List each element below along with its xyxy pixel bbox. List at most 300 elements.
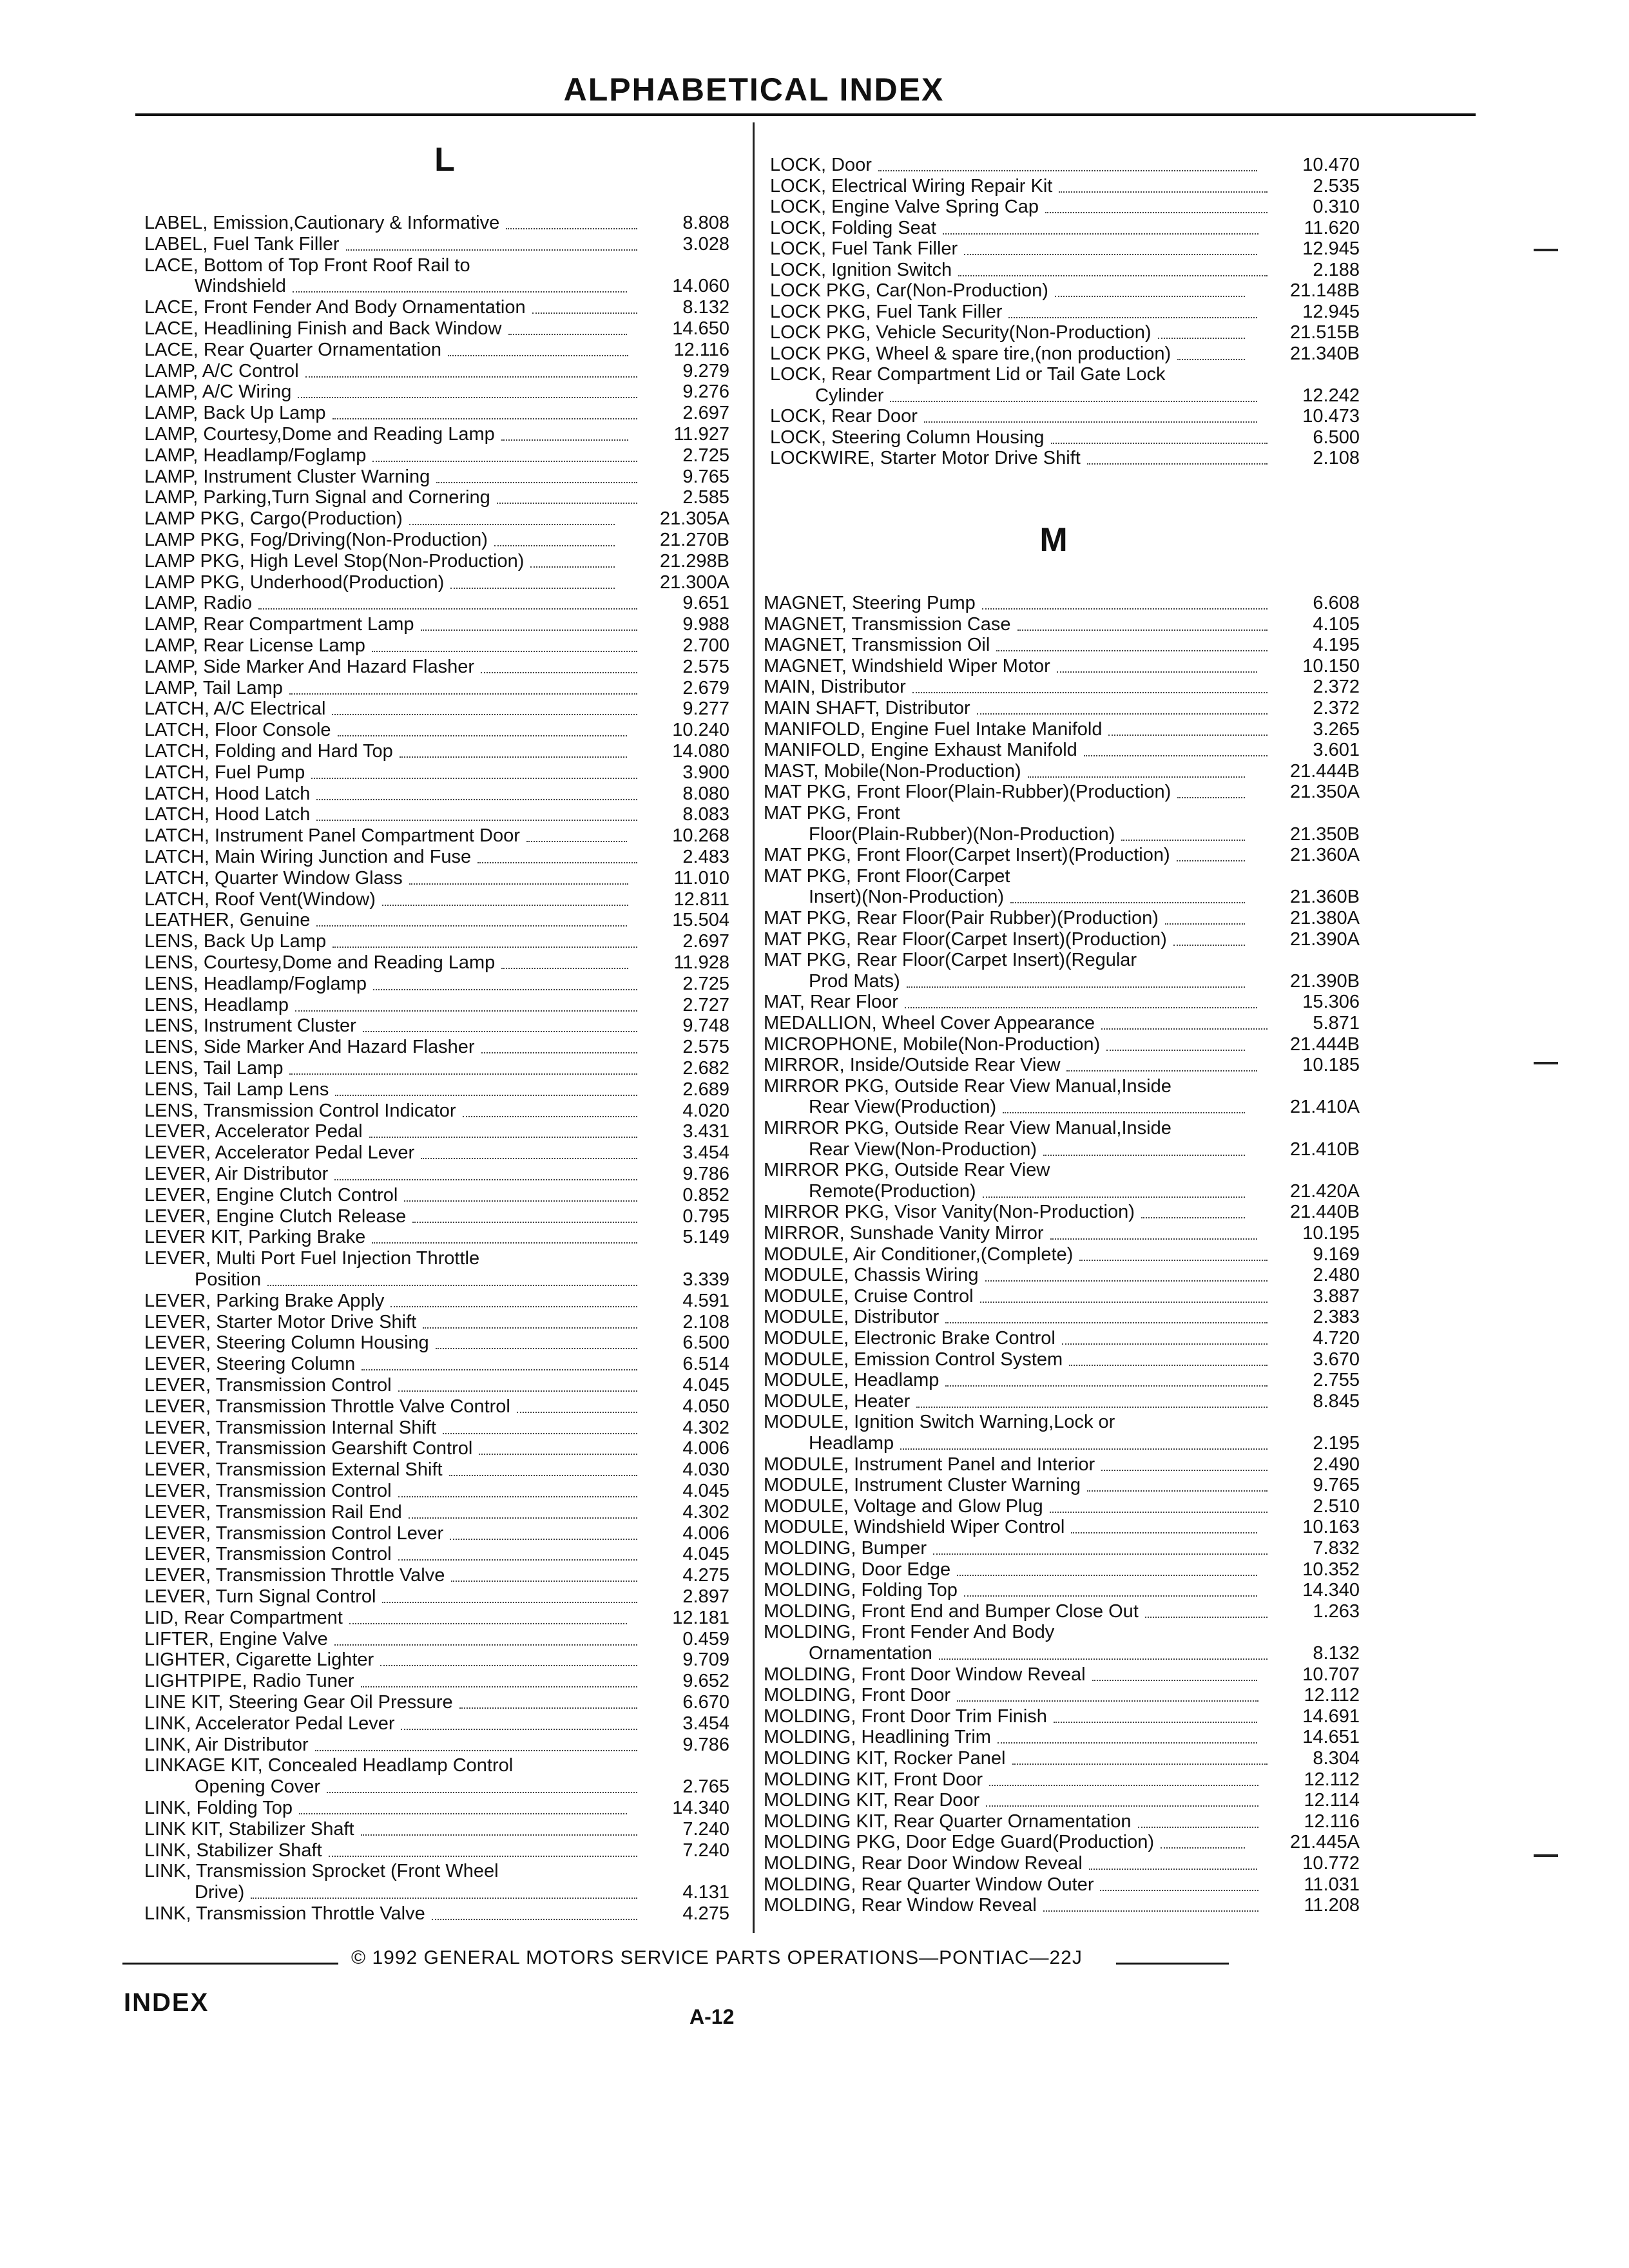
entry-page-ref: 21.444B <box>1289 760 1360 782</box>
entry-page-ref: 2.679 <box>682 677 729 698</box>
entry-page-ref: 9.276 <box>682 381 729 403</box>
dot-leader <box>532 297 637 314</box>
index-entry <box>770 238 1360 260</box>
index-entry <box>137 1248 729 1269</box>
dot-leader <box>1051 427 1268 444</box>
dot-leader <box>907 971 1245 988</box>
dot-leader <box>1057 656 1257 673</box>
dot-leader <box>258 593 637 610</box>
index-entry <box>137 741 729 762</box>
dot-leader <box>517 1396 637 1413</box>
dot-leader <box>450 572 615 589</box>
entry-name: MOLDING, Front Door Trim Finish <box>764 1706 1047 1727</box>
index-entry <box>137 995 729 1016</box>
entry-name: MODULE, Emission Control System <box>764 1349 1063 1370</box>
dot-leader <box>380 1649 637 1666</box>
index-entry <box>764 656 1360 677</box>
dot-leader <box>1121 824 1245 841</box>
dot-leader <box>401 1713 637 1730</box>
entry-page-ref: 2.383 <box>1313 1307 1360 1328</box>
entry-name: LATCH, Hood Latch <box>144 804 311 825</box>
index-entry <box>137 678 729 699</box>
entry-page-ref: 11.928 <box>673 952 729 973</box>
dot-leader <box>372 1227 637 1244</box>
dot-leader <box>526 825 627 842</box>
entry-page-ref: 6.500 <box>682 1332 729 1354</box>
entry-page-ref: 10.268 <box>672 825 729 847</box>
dot-leader <box>412 1206 637 1223</box>
entry-name: MICROPHONE, Mobile(Non-Production) <box>764 1033 1101 1055</box>
footer-index-label: INDEX <box>124 1988 209 2017</box>
index-entry <box>764 950 1360 971</box>
index-entry <box>764 1559 1360 1581</box>
entry-name: MODULE, Instrument Panel and Interior <box>764 1454 1095 1475</box>
entry-name: MEDALLION, Wheel Cover Appearance <box>764 1013 1095 1033</box>
index-entry <box>764 1202 1360 1223</box>
entry-page-ref: 4.302 <box>682 1417 729 1438</box>
entry-name: LATCH, Main Wiring Junction and Fuse <box>144 847 472 867</box>
index-entry <box>137 762 729 783</box>
index-entry <box>764 1622 1360 1643</box>
entry-page-ref: 2.765 <box>682 1776 729 1798</box>
index-entry <box>137 1735 729 1756</box>
index-entry <box>137 340 729 361</box>
entry-name: MOLDING, Front Fender And Body <box>764 1622 1055 1643</box>
index-entry <box>764 1412 1360 1433</box>
entry-page-ref: 14.651 <box>1302 1727 1360 1748</box>
entry-name: MAIN, Distributor <box>764 677 906 698</box>
index-entry <box>137 1312 729 1333</box>
entry-page-ref: 21.410A <box>1289 1097 1360 1118</box>
index-entry <box>764 1223 1360 1244</box>
dot-leader <box>1071 1517 1257 1533</box>
entry-name: MAT PKG, Rear Floor(Carpet Insert)(Regular <box>764 950 1137 971</box>
entry-name: MODULE, Ignition Switch Warning,Lock or <box>764 1412 1115 1433</box>
index-entry <box>764 1181 1360 1202</box>
entry-page-ref: 7.240 <box>682 1818 729 1840</box>
index-entry <box>137 1459 729 1481</box>
entry-name: MOLDING, Door Edge <box>764 1559 951 1580</box>
dot-leader <box>316 910 627 927</box>
dot-leader <box>390 1291 637 1307</box>
dot-leader <box>501 424 628 441</box>
entry-page-ref: 12.116 <box>673 339 729 360</box>
index-entry <box>764 1580 1360 1601</box>
entry-name: LEATHER, Genuine <box>144 910 311 931</box>
dot-leader <box>409 508 615 525</box>
entry-name: LATCH, Roof Vent(Window) <box>144 889 376 910</box>
index-entry <box>137 403 729 424</box>
index-entry <box>770 385 1360 407</box>
entry-page-ref: 11.031 <box>1304 1874 1360 1895</box>
dot-leader <box>333 403 637 419</box>
entry-page-ref: 21.440B <box>1289 1202 1360 1223</box>
dot-leader <box>316 804 637 821</box>
index-entry <box>137 1100 729 1122</box>
index-entry <box>137 1523 729 1544</box>
index-entry <box>137 1291 729 1312</box>
dot-leader <box>964 1580 1257 1597</box>
entry-name: LID, Rear Compartment <box>144 1607 343 1628</box>
index-entry <box>764 1391 1360 1412</box>
index-entry <box>770 176 1360 197</box>
dot-leader <box>1100 1874 1258 1891</box>
dot-leader <box>1177 845 1245 861</box>
index-entry <box>764 1517 1360 1538</box>
entry-page-ref: 12.114 <box>1304 1790 1360 1811</box>
entry-page-ref: 2.372 <box>1313 698 1360 718</box>
entry-name: LEVER, Turn Signal Control <box>144 1586 376 1607</box>
entry-name: MOLDING, Front Door <box>764 1685 951 1706</box>
entry-name: MODULE, Distributor <box>764 1307 940 1328</box>
index-entry <box>137 825 729 847</box>
index-entry <box>764 1853 1360 1874</box>
entry-page-ref: 1.263 <box>1313 1600 1360 1622</box>
dot-leader <box>423 1312 637 1329</box>
dot-leader <box>1010 887 1245 903</box>
entry-page-ref: 2.725 <box>682 973 729 994</box>
index-entry <box>764 1832 1360 1853</box>
entry-page-ref: 11.010 <box>673 867 729 889</box>
dot-leader <box>398 1481 637 1497</box>
index-entry <box>137 1185 729 1206</box>
dot-leader <box>481 657 637 673</box>
index-entry <box>770 155 1360 176</box>
entry-page-ref: 21.390B <box>1289 970 1360 992</box>
entry-page-ref: 2.108 <box>1313 448 1360 468</box>
index-entry <box>764 635 1360 656</box>
entry-page-ref: 9.748 <box>682 1015 729 1037</box>
entry-page-ref: 5.149 <box>682 1227 729 1248</box>
entry-page-ref: 2.700 <box>682 635 729 656</box>
dot-leader <box>1050 1496 1268 1513</box>
index-entry <box>764 908 1360 929</box>
entry-name: MOLDING KIT, Rocker Panel <box>764 1748 1006 1769</box>
index-entry <box>137 1079 729 1100</box>
entry-page-ref: 21.350B <box>1289 823 1360 845</box>
entry-page-ref: 2.490 <box>1313 1454 1360 1475</box>
index-entry <box>137 1058 729 1079</box>
index-entry <box>137 698 729 720</box>
entry-page-ref: 6.608 <box>1313 593 1360 613</box>
index-entry <box>137 1544 729 1565</box>
index-entry <box>764 1685 1360 1706</box>
index-entry <box>137 593 729 614</box>
entry-page-ref: 2.575 <box>682 656 729 677</box>
dot-leader <box>989 1769 1258 1786</box>
dot-leader <box>298 381 637 398</box>
index-entry <box>764 803 1360 824</box>
entry-page-ref: 2.575 <box>682 1037 729 1058</box>
dot-leader <box>1003 1097 1245 1113</box>
index-entry <box>137 487 729 508</box>
dot-leader <box>1165 908 1245 925</box>
index-entry <box>137 1418 729 1439</box>
entry-page-ref: 9.709 <box>682 1649 729 1671</box>
entry-page-ref: 10.195 <box>1302 1223 1360 1244</box>
entry-name: LATCH, Quarter Window Glass <box>144 867 403 889</box>
dot-leader <box>369 1121 637 1138</box>
entry-name: Windshield <box>195 276 286 297</box>
index-entry <box>137 614 729 635</box>
dot-leader <box>1084 740 1268 756</box>
entry-page-ref: 8.132 <box>682 297 729 318</box>
entry-name: LAMP PKG, Underhood(Production) <box>144 572 445 593</box>
index-entry <box>770 218 1360 239</box>
entry-name: LAMP, A/C Control <box>144 360 299 381</box>
entry-page-ref: 9.786 <box>682 1734 729 1755</box>
footer-rule-left <box>122 1963 338 1965</box>
index-entry <box>137 1121 729 1142</box>
dot-leader <box>1050 1223 1257 1240</box>
index-entry <box>137 424 729 445</box>
entry-page-ref: 0.459 <box>682 1628 729 1649</box>
entry-name: LOCK, Rear Compartment Lid or Tail Gate Lock <box>770 364 1166 385</box>
index-entry <box>137 1755 729 1776</box>
entry-page-ref: 10.352 <box>1302 1559 1360 1580</box>
entry-name: LAMP, Instrument Cluster Warning <box>144 466 430 487</box>
index-entry <box>764 887 1360 908</box>
entry-page-ref: 2.897 <box>682 1586 729 1607</box>
entry-page-ref: 2.727 <box>682 994 729 1015</box>
entry-name: LEVER, Transmission Rail End <box>144 1501 402 1523</box>
entry-page-ref: 15.306 <box>1302 992 1360 1013</box>
index-entry <box>137 1586 729 1608</box>
entry-name: LATCH, A/C Electrical <box>144 698 326 720</box>
entry-name: MODULE, Chassis Wiring <box>764 1265 979 1286</box>
entry-name: MOLDING, Front End and Bumper Close Out <box>764 1600 1139 1622</box>
dot-leader <box>982 593 1268 610</box>
entry-page-ref: 4.045 <box>682 1544 729 1565</box>
dot-leader <box>1138 1811 1258 1828</box>
entry-page-ref: 4.030 <box>682 1459 729 1481</box>
entry-name: MOLDING KIT, Front Door <box>764 1769 983 1790</box>
entry-page-ref: 14.650 <box>672 318 729 339</box>
entry-page-ref: 4.131 <box>682 1882 729 1903</box>
entry-name: MAT PKG, Rear Floor(Pair Rubber)(Production) <box>764 908 1159 928</box>
entry-name: LEVER, Engine Clutch Release <box>144 1206 407 1227</box>
entry-page-ref: 3.265 <box>1313 718 1360 740</box>
index-entry <box>137 1608 729 1629</box>
entry-name: LINK, Air Distributor <box>144 1734 309 1755</box>
entry-name: LOCK, Steering Column Housing <box>770 427 1045 448</box>
entry-name: LAMP, Back Up Lamp <box>144 403 326 424</box>
entry-page-ref: 11.620 <box>1304 217 1360 238</box>
entry-name: MAT PKG, Rear Floor(Carpet Insert)(Production) <box>764 928 1167 950</box>
dot-leader <box>890 385 1257 402</box>
index-entry <box>764 1790 1360 1811</box>
index-entry <box>137 318 729 340</box>
entry-page-ref: 9.765 <box>1313 1475 1360 1496</box>
entry-page-ref: 8.304 <box>1313 1748 1360 1769</box>
entry-page-ref: 10.150 <box>1302 655 1360 677</box>
index-entry <box>137 1206 729 1227</box>
index-entry <box>137 1375 729 1396</box>
index-entry <box>764 929 1360 950</box>
entry-page-ref: 4.105 <box>1313 613 1360 635</box>
entry-page-ref: 9.169 <box>1313 1244 1360 1265</box>
entry-name: LEVER, Transmission Control Lever <box>144 1523 444 1544</box>
entry-page-ref: 0.852 <box>682 1184 729 1206</box>
dot-leader <box>957 1685 1258 1702</box>
index-entry <box>137 783 729 805</box>
index-entry <box>764 1139 1360 1160</box>
dot-leader <box>916 1391 1268 1408</box>
entry-name: LATCH, Instrument Panel Compartment Door <box>144 825 520 847</box>
entry-name: LEVER, Starter Motor Drive Shift <box>144 1311 417 1332</box>
entry-name: LAMP, A/C Wiring <box>144 381 292 403</box>
entry-page-ref: 8.845 <box>1313 1390 1360 1412</box>
entry-name: Remote(Production) <box>809 1180 976 1202</box>
dot-leader <box>945 1307 1268 1323</box>
dot-leader <box>443 1418 637 1434</box>
entry-page-ref: 2.697 <box>682 931 729 952</box>
entry-page-ref: 2.682 <box>682 1058 729 1079</box>
index-entry <box>137 1861 729 1882</box>
dot-leader <box>964 238 1257 255</box>
entry-page-ref: 12.181 <box>672 1607 729 1628</box>
entry-name: LATCH, Folding and Hard Top <box>144 741 393 762</box>
index-entry <box>764 782 1360 803</box>
entry-page-ref: 14.340 <box>1302 1580 1360 1601</box>
entry-name: Prod Mats) <box>809 970 900 992</box>
dot-leader <box>327 1776 637 1793</box>
entry-page-ref: 2.372 <box>1313 677 1360 698</box>
entry-name: MAT, Rear Floor <box>764 992 898 1013</box>
index-entry <box>764 1664 1360 1686</box>
entry-name: LEVER, Transmission Throttle Valve Control <box>144 1396 510 1417</box>
entry-name: MODULE, Instrument Cluster Warning <box>764 1475 1081 1496</box>
dot-leader <box>409 868 628 885</box>
index-entry <box>764 1349 1360 1370</box>
footer-rule-right <box>1116 1963 1229 1965</box>
index-entry <box>137 530 729 551</box>
index-entry <box>137 381 729 403</box>
dot-leader <box>361 1819 637 1836</box>
entry-name: LENS, Transmission Control Indicator <box>144 1100 456 1121</box>
dot-leader <box>316 783 637 800</box>
entry-page-ref: 10.772 <box>1302 1853 1360 1874</box>
entry-page-ref: 3.339 <box>682 1269 729 1290</box>
index-entry <box>137 931 729 952</box>
entry-name: MOLDING KIT, Rear Door <box>764 1790 980 1811</box>
entry-page-ref: 9.786 <box>682 1164 729 1184</box>
dot-leader <box>450 1523 637 1540</box>
index-entry <box>137 1649 729 1671</box>
entry-name: MODULE, Windshield Wiper Control <box>764 1517 1065 1538</box>
index-entry <box>764 824 1360 845</box>
entry-page-ref: 4.020 <box>682 1100 729 1121</box>
index-entry <box>137 572 729 593</box>
entry-page-ref: 12.945 <box>1302 238 1360 259</box>
footer-copyright: © 1992 GENERAL MOTORS SERVICE PARTS OPERATIONS—PONTIAC—22J <box>351 1947 1083 1968</box>
entry-page-ref: 14.340 <box>672 1798 729 1818</box>
dot-leader <box>985 1265 1268 1282</box>
entry-page-ref: 7.240 <box>682 1840 729 1861</box>
index-entry <box>764 1454 1360 1475</box>
index-entry <box>137 551 729 572</box>
index-entry <box>137 974 729 995</box>
index-entry <box>137 1629 729 1650</box>
index-entry <box>137 1713 729 1735</box>
entry-page-ref: 4.275 <box>682 1903 729 1924</box>
entry-name: MODULE, Electronic Brake Control <box>764 1328 1055 1349</box>
dot-leader <box>1043 1139 1245 1156</box>
entry-page-ref: 4.006 <box>682 1438 729 1459</box>
dot-leader <box>998 1727 1257 1744</box>
dot-leader <box>1177 782 1245 798</box>
index-entry <box>137 910 729 931</box>
index-entry <box>137 276 729 297</box>
dot-leader <box>1062 1328 1268 1345</box>
dot-leader <box>1177 343 1245 360</box>
index-entry <box>137 1882 729 1903</box>
dot-leader <box>1069 1349 1268 1366</box>
index-entry <box>770 260 1360 281</box>
entry-name: LAMP, Radio <box>144 593 253 614</box>
entry-name: LEVER, Transmission Internal Shift <box>144 1417 436 1438</box>
dot-leader <box>293 276 627 293</box>
entry-name: LOCKWIRE, Starter Motor Drive Shift <box>770 448 1081 468</box>
dot-leader <box>382 889 628 906</box>
dot-leader <box>494 530 615 546</box>
entry-name: LENS, Instrument Cluster <box>144 1015 356 1037</box>
entry-name: LACE, Bottom of Top Front Roof Rail to <box>144 255 470 276</box>
entry-name: MAT PKG, Front Floor(Plain-Rubber)(Production) <box>764 782 1171 803</box>
entry-name: LENS, Courtesy,Dome and Reading Lamp <box>144 952 496 973</box>
dot-leader <box>289 1058 637 1075</box>
index-entry <box>764 1811 1360 1832</box>
entry-name: LEVER, Transmission Throttle Valve <box>144 1565 445 1586</box>
entry-page-ref: 21.340B <box>1289 343 1360 364</box>
dot-leader <box>432 1903 637 1920</box>
index-entry <box>137 1015 729 1037</box>
index-entry <box>137 1692 729 1713</box>
entry-name: Rear View(Production) <box>809 1097 997 1118</box>
index-entry <box>764 1286 1360 1307</box>
entry-page-ref: 21.515B <box>1289 322 1360 343</box>
entry-name: LAMP, Courtesy,Dome and Reading Lamp <box>144 424 495 445</box>
index-entry <box>137 1438 729 1459</box>
dot-leader <box>346 234 637 251</box>
entry-page-ref: 7.832 <box>1313 1538 1360 1559</box>
dot-leader <box>382 1586 637 1603</box>
index-entry <box>764 971 1360 992</box>
index-entry <box>764 761 1360 782</box>
entry-name: LINK KIT, Stabilizer Shaft <box>144 1818 354 1840</box>
entry-page-ref: 21.305A <box>659 508 729 530</box>
entry-page-ref: 11.927 <box>673 424 729 445</box>
entry-page-ref: 8.083 <box>682 804 729 825</box>
entry-name: MIRROR PKG, Outside Rear View <box>764 1160 1050 1181</box>
entry-page-ref: 4.045 <box>682 1375 729 1396</box>
entry-page-ref: 10.185 <box>1302 1055 1360 1076</box>
entry-page-ref: 12.112 <box>1304 1685 1360 1706</box>
entry-name: Insert)(Non-Production) <box>809 887 1004 908</box>
entry-page-ref: 2.755 <box>1313 1370 1360 1391</box>
dot-leader <box>1008 302 1257 318</box>
entry-page-ref: 4.045 <box>682 1481 729 1501</box>
entry-page-ref: 21.270B <box>659 530 729 550</box>
entry-name: LENS, Back Up Lamp <box>144 931 327 952</box>
dot-leader <box>459 1692 637 1709</box>
index-entry <box>137 297 729 318</box>
entry-name: LAMP, Headlamp/Foglamp <box>144 445 367 466</box>
dot-leader <box>497 487 637 504</box>
index-entry <box>764 1769 1360 1791</box>
dot-leader <box>958 260 1268 276</box>
index-entry <box>137 361 729 382</box>
